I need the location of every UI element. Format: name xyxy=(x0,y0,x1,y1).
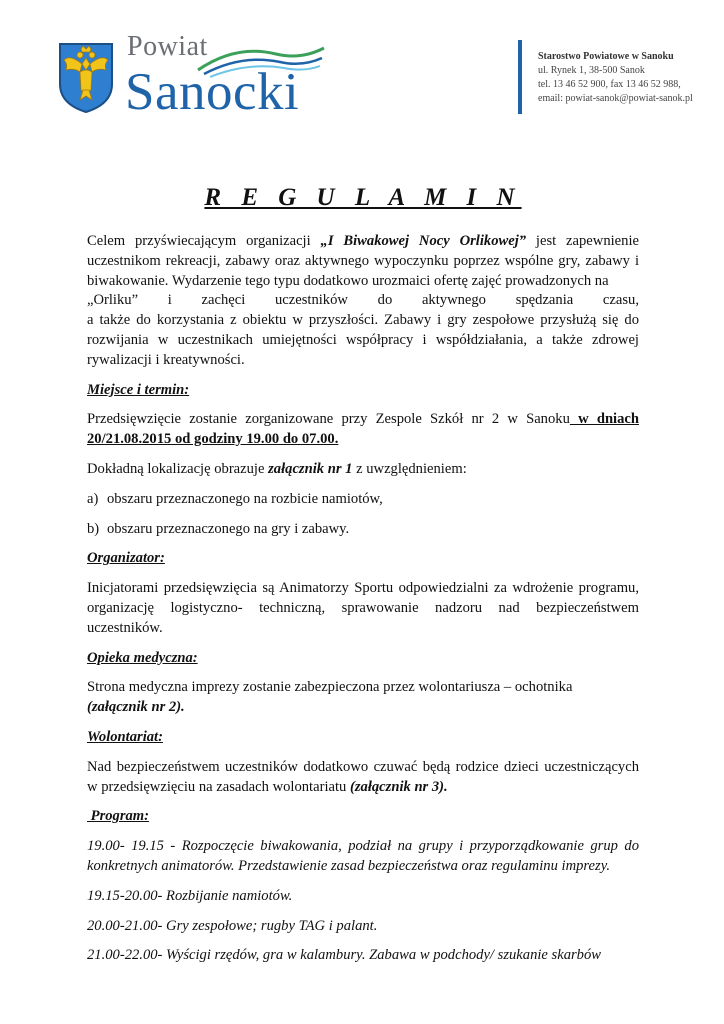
intro-text-b: jest zapewnienie uczestnikom rekreacji, zabawy oraz aktywnego wypoczynku poprzez wspólne gry, zabawy i biwakowanie. Wydarzenie tego typu dodatkowo urozmaici ofertę zajęć prowadzonych na xyxy=(87,233,639,289)
medical-paragraph xyxy=(87,678,639,718)
program-item: 19.00- 19.15 - Rozpoczęcie biwakowania, podział na grupy i przyporządkowanie grup do konkretnych animatorów. Przedstawienie zasad bezpieczeństwa oraz regulaminu imprezy. xyxy=(87,838,639,874)
program-item: 20.00-21.00- Gry zespołowe; rugby TAG i palant. xyxy=(87,917,378,934)
volunteer-text: Nad bezpieczeństwem uczestników dodatkowo czuwać będą rodzice dzieci uczestniczących w przedsięwzięciu na zasadach wolontariatu xyxy=(87,758,639,795)
attachment-1: załącznik nr 1 xyxy=(268,460,353,477)
contact-email: email: powiat-sanok@powiat-sanok.pl xyxy=(538,93,693,104)
intro-text-a: Celem przyświecającym organizacji xyxy=(87,233,321,249)
list-item xyxy=(87,490,639,510)
place-text: Przedsięwzięcie zostanie zorganizowane przy Zespole Szkół nr 2 w Sanoku xyxy=(87,411,570,428)
coat-of-arms-eagle-icon xyxy=(56,40,116,114)
program-item: 19.15-20.00- Rozbijanie namiotów. xyxy=(87,887,293,904)
attachment-2: (załącznik nr 2). xyxy=(87,699,185,716)
contact-address: ul. Rynek 1, 38-500 Sanok xyxy=(538,65,645,76)
contact-block xyxy=(538,50,693,106)
heading-volunteer: Wolontariat: xyxy=(87,728,163,745)
contact-phone: tel. 13 46 52 900, fax 13 46 52 988, xyxy=(538,79,681,90)
heading-program: Program: xyxy=(87,808,150,825)
list-item-text: obszaru przeznaczonego na rozbicie namiotów, xyxy=(107,490,383,507)
location-text-b: z uwzględnieniem: xyxy=(352,460,467,477)
attachment-3: (załącznik nr 3). xyxy=(349,778,448,795)
list-marker: a) xyxy=(87,490,99,507)
medical-text: Strona medyczna imprezy zostanie zabezpieczona przez wolontariusza – ochotnika xyxy=(87,679,573,696)
program-item: 21.00-22.00- Wyścigi rzędów, gra w kalambury. Zabawa w podchody/ szukanie skarbów xyxy=(87,947,602,964)
volunteer-paragraph xyxy=(87,758,639,798)
heading-medical: Opieka medyczna: xyxy=(87,649,198,666)
list-item-text: obszaru przeznaczonego na gry i zabawy. xyxy=(107,520,350,537)
location-paragraph xyxy=(87,460,639,480)
intro-text-c: a także do korzystania z obiektu w przyszłości. Zabawy i gry zespołowe przysłużą się do rozwijania w uczestnikach umiejętności współpracy i współdziałania, a także zdrowej rywalizacji i kreatywności. xyxy=(87,312,639,368)
header-divider xyxy=(518,40,522,114)
place-paragraph xyxy=(87,410,639,450)
event-name: „I Biwakowej Nocy Orlikowej” xyxy=(320,233,527,249)
place-dates: w dniach 20/21.08.2015 od godziny 19.00 do 07.00. xyxy=(87,411,640,448)
document-body xyxy=(87,180,639,976)
logo-word-sanocki: Sanocki xyxy=(125,63,300,121)
contact-institution: Starostwo Powiatowe w Sanoku xyxy=(538,51,674,62)
letterhead xyxy=(0,0,724,140)
heading-organizer: Organizator: xyxy=(87,550,165,567)
intro-paragraph xyxy=(87,232,639,371)
location-list xyxy=(87,490,639,540)
document-title: R E G U L A M I N xyxy=(204,184,522,211)
location-text-a: Dokładną lokalizację obrazuje xyxy=(87,460,269,477)
list-item xyxy=(87,520,639,540)
list-marker: b) xyxy=(87,520,100,537)
intro-line-orlik: „Orliku” i zachęci uczestników do aktywnego spędzania czasu, xyxy=(87,292,639,309)
heading-place-time: Miejsce i termin: xyxy=(87,381,190,398)
organizer-paragraph: Inicjatorami przedsięwzięcia są Animatorzy Sportu odpowiedzialni za wdrożenie programu, organizację logistyczno- techniczną, sprawowanie nadzoru nad bezpieczeństwem uczestników. xyxy=(87,580,639,636)
logo-word-powiat: Powiat xyxy=(127,31,208,62)
